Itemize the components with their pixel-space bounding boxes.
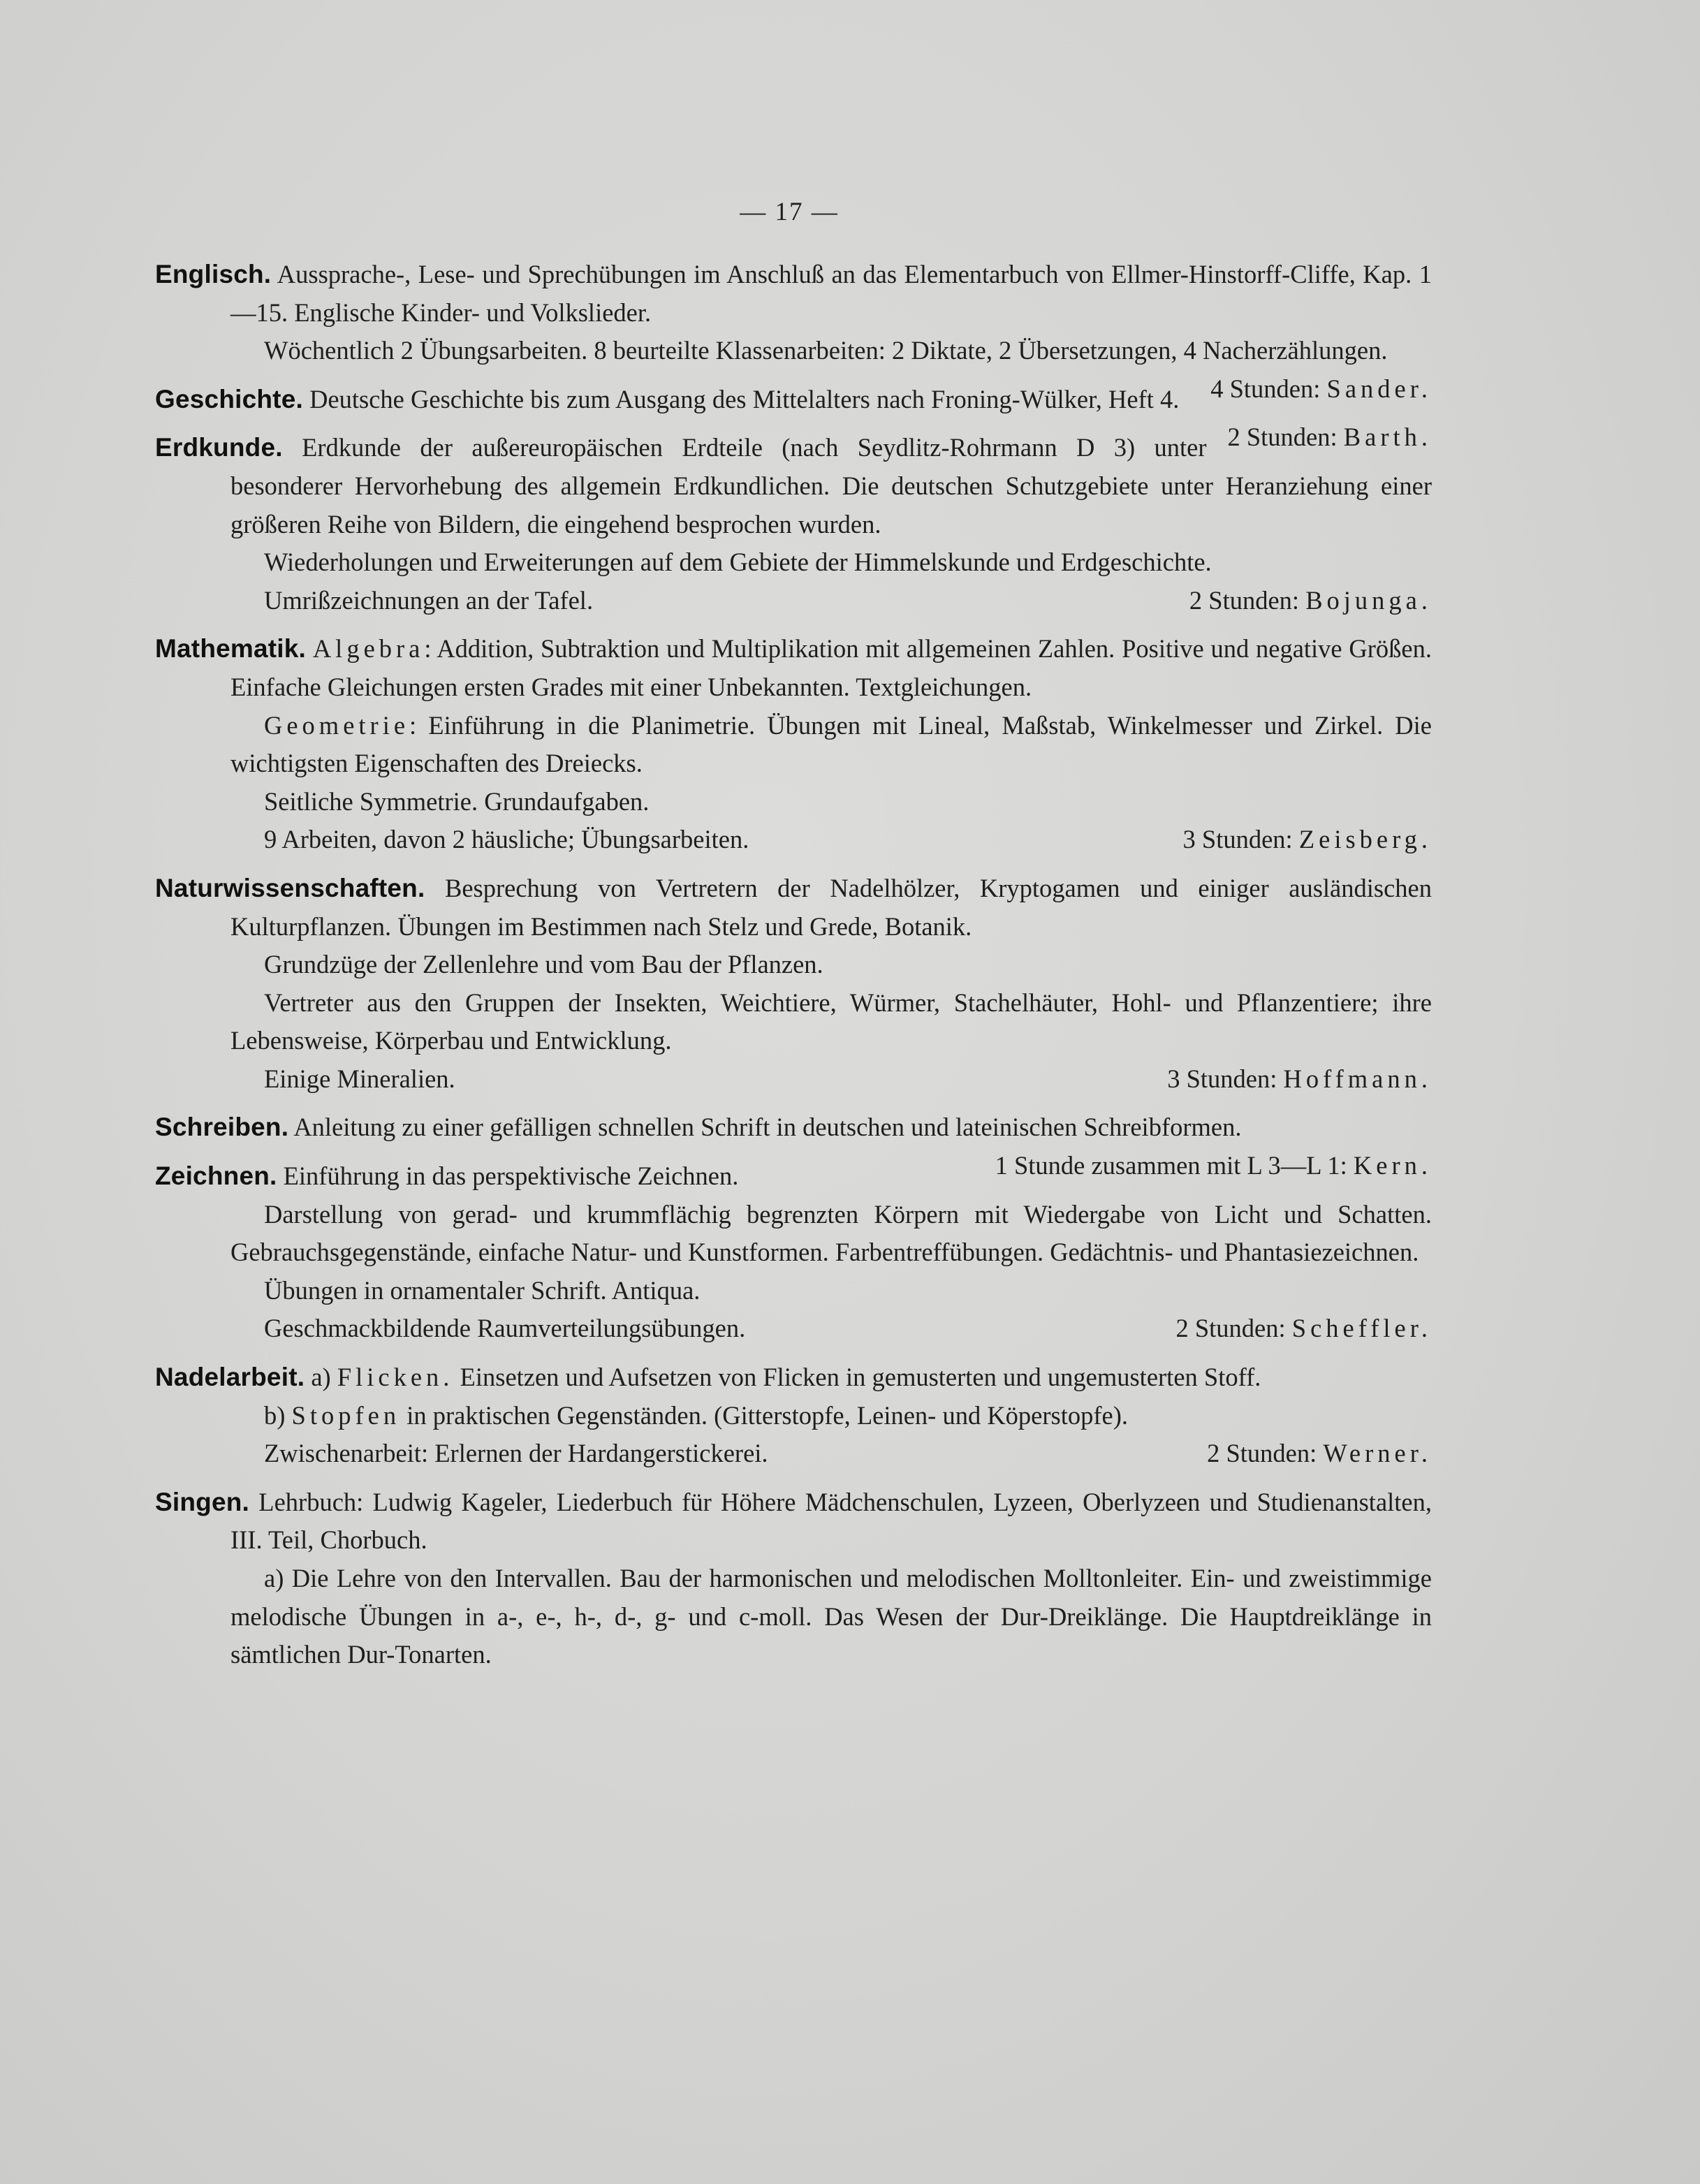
paragraph: [155, 1483, 1432, 1560]
paragraph: [155, 582, 1432, 620]
paragraph: [155, 946, 1432, 984]
paragraph-text: Einige Mineralien.: [264, 1064, 455, 1093]
paragraph-text: Lehrbuch: Ludwig Kageler, Liederbuch für Höhere Mädchenschulen, Lyzeen, Oberlyzeen und Studienanstalten, III. Teil, Chorbuch.: [230, 1487, 1432, 1555]
section-nadelarbeit: [155, 1358, 1432, 1473]
paragraph-text: Einsetzen und Aufsetzen von Flicken in gemusterten und ungemusterten Stoff.: [460, 1363, 1261, 1392]
paragraph-text: Erdkunde der außereuropäischen Erdteile (nach Seydlitz-Rohrmann D 3) unter besonderer Hervorhebung des allgemein Erdkundlichen. Die deutschen Schutzgebiete unter Heranziehung einer größeren Reihe von Bildern, die eingehend besprochen wurden.: [230, 433, 1432, 538]
paragraph: [155, 256, 1432, 332]
section-zeichnen: [155, 1157, 1432, 1348]
section-heading: Nadelarbeit.: [155, 1363, 305, 1392]
flicken-label: Flicken.: [337, 1363, 454, 1392]
section-heading: Singen.: [155, 1487, 250, 1516]
paragraph-text: : Addition, Subtraktion und Multiplikation mit allgemeinen Zahlen. Positive und negative Größen. Einfache Gleichungen ersten Grades mit einer Unbekannten. Textgleichungen.: [230, 634, 1432, 701]
hours-text: 2 Stunden:: [1175, 1314, 1292, 1343]
section-heading: Mathematik.: [155, 634, 307, 664]
paragraph-text: : Einführung in die Planimetrie. Übungen mit Lineal, Maßstab, Winkelmesser und Zirkel. Die wichtigsten Eigenschaften des Dreiecks.: [230, 710, 1432, 778]
paragraph: [155, 1435, 1432, 1473]
section-heading: Englisch.: [155, 260, 272, 288]
paragraph: [155, 870, 1432, 946]
section-heading: Naturwissenschaften.: [155, 873, 425, 902]
geometrie-label: Geometrie: [264, 710, 410, 740]
hours-text: 1 Stunde zusammen mit L 3—L 1:: [995, 1151, 1354, 1180]
paragraph-text: Grundzüge der Zellenlehre und vom Bau der Pflanzen.: [264, 950, 823, 979]
paragraph-text: Anleitung zu einer gefälligen schnellen Schrift in deutschen und lateinischen Schreibformen.: [293, 1113, 1242, 1142]
hours-note: [1186, 1435, 1432, 1473]
paragraph: [155, 821, 1432, 859]
section-heading: Erdkunde.: [155, 433, 283, 462]
paragraph-text: Umrißzeichnungen an der Tafel.: [264, 585, 594, 615]
paragraph: [155, 1560, 1432, 1674]
item-prefix: a): [311, 1363, 331, 1392]
section-naturwissenschaften: [155, 870, 1432, 1099]
item-prefix: b): [264, 1400, 286, 1430]
paragraph: [155, 783, 1432, 821]
paragraph: [155, 1358, 1432, 1397]
paragraph: [155, 1060, 1432, 1099]
section-heading: Geschichte.: [155, 384, 303, 413]
paragraph: [155, 707, 1432, 783]
section-heading: Schreiben.: [155, 1113, 289, 1142]
page-content: [155, 256, 1432, 1685]
paragraph-text: Seitliche Symmetrie. Grundaufgaben.: [264, 786, 650, 816]
paragraph: [155, 1196, 1432, 1272]
paragraph: [155, 1272, 1432, 1310]
hours-note: [1162, 821, 1432, 859]
paragraph-text: in praktischen Gegenständen. (Gitterstopfe, Leinen- und Köperstopfe).: [406, 1400, 1129, 1430]
algebra-label: Algebra: [312, 634, 425, 664]
teacher-name: Werner.: [1323, 1439, 1432, 1468]
paragraph-text: Besprechung von Vertretern der Nadelhölzer, Kryptogamen und einiger ausländischen Kulturpflanzen. Übungen im Bestimmen nach Stelz und Grede, Botanik.: [230, 873, 1432, 941]
paragraph-text: Deutsche Geschichte bis zum Ausgang des Mittelalters nach Froning-Wülker, Heft 4.: [309, 384, 1180, 413]
paragraph-text: Übungen in ornamentaler Schrift. Antiqua.: [264, 1275, 701, 1305]
hours-text: 4 Stunden:: [1210, 374, 1327, 403]
teacher-name: Hoffmann.: [1283, 1064, 1432, 1093]
hours-note: [1146, 1060, 1432, 1099]
hours-text: 2 Stunden:: [1207, 1439, 1324, 1468]
paragraph: [155, 543, 1432, 582]
hours-note: [974, 1147, 1432, 1185]
paragraph-text: Einführung in das perspektivische Zeichnen.: [283, 1161, 739, 1191]
paragraph-text: Wöchentlich 2 Übungsarbeiten. 8 beurteilte Klassenarbeiten: 2 Diktate, 2 Übersetzungen, 4 Nacherzählungen.: [264, 336, 1388, 365]
teacher-name: Barth.: [1343, 423, 1432, 452]
paragraph: [155, 630, 1432, 706]
hours-note: [1155, 1310, 1432, 1348]
teacher-name: Kern.: [1353, 1151, 1432, 1180]
hours-text: 2 Stunden:: [1227, 423, 1344, 452]
hours-note: [1206, 418, 1432, 457]
section-heading: Zeichnen.: [155, 1161, 277, 1191]
hours-text: 2 Stunden:: [1189, 585, 1306, 615]
section-singen: [155, 1483, 1432, 1674]
paragraph-text: a) Die Lehre von den Intervallen. Bau der harmonischen und melodischen Molltonleiter. Ein- und zweistimmige melodische Übungen in a-, e-, h-, d-, g- und c-moll. Das Wesen der Dur-Dreiklänge. Die Hauptdreiklänge in sämtlichen Dur-Tonarten.: [230, 1564, 1432, 1669]
page-number: — 17 —: [740, 198, 839, 226]
section-erdkunde: [155, 429, 1432, 620]
section-mathematik: [155, 630, 1432, 859]
paragraph-text: Geschmackbildende Raumverteilungsübungen.: [264, 1314, 746, 1343]
teacher-name: Scheffler.: [1291, 1314, 1432, 1343]
paragraph-text: Aussprache-, Lese- und Sprechübungen im Anschluß an das Elementarbuch von Ellmer-Hinstorff-Cliffe, Kap. 1—15. Englische Kinder- und Volkslieder.: [230, 260, 1432, 327]
paragraph: [155, 984, 1432, 1060]
paragraph: [155, 1397, 1432, 1435]
paragraph-text: Zwischenarbeit: Erlernen der Hardangerstickerei.: [264, 1439, 768, 1468]
hours-note: [1168, 582, 1432, 620]
hours-text: 3 Stunden:: [1167, 1064, 1284, 1093]
paragraph-text: Darstellung von gerad- und krummflächig begrenzten Körpern mit Wiedergabe von Licht und Schatten. Gebrauchsgegenstände, einfache Natur- und Kunstformen. Farbentreffübungen. Gedächtnis- und Phantasiezeichnen.: [230, 1199, 1432, 1267]
paragraph: [155, 1310, 1432, 1348]
teacher-name: Sander.: [1326, 374, 1432, 403]
stopfen-label: Stopfen: [291, 1400, 401, 1430]
hours-text: 3 Stunden:: [1182, 825, 1299, 854]
hours-note: [1189, 370, 1432, 409]
paragraph-text: Wiederholungen und Erweiterungen auf dem Gebiete der Himmelskunde und Erdgeschichte.: [264, 548, 1212, 577]
teacher-name: Zeisberg.: [1298, 825, 1432, 854]
teacher-name: Bojunga.: [1305, 585, 1432, 615]
paragraph-text: 9 Arbeiten, davon 2 häusliche; Übungsarbeiten.: [264, 825, 749, 854]
paragraph-text: Vertreter aus den Gruppen der Insekten, Weichtiere, Würmer, Stachelhäuter, Hohl- und Pflanzentiere; ihre Lebensweise, Körperbau und Entwicklung.: [230, 988, 1432, 1055]
